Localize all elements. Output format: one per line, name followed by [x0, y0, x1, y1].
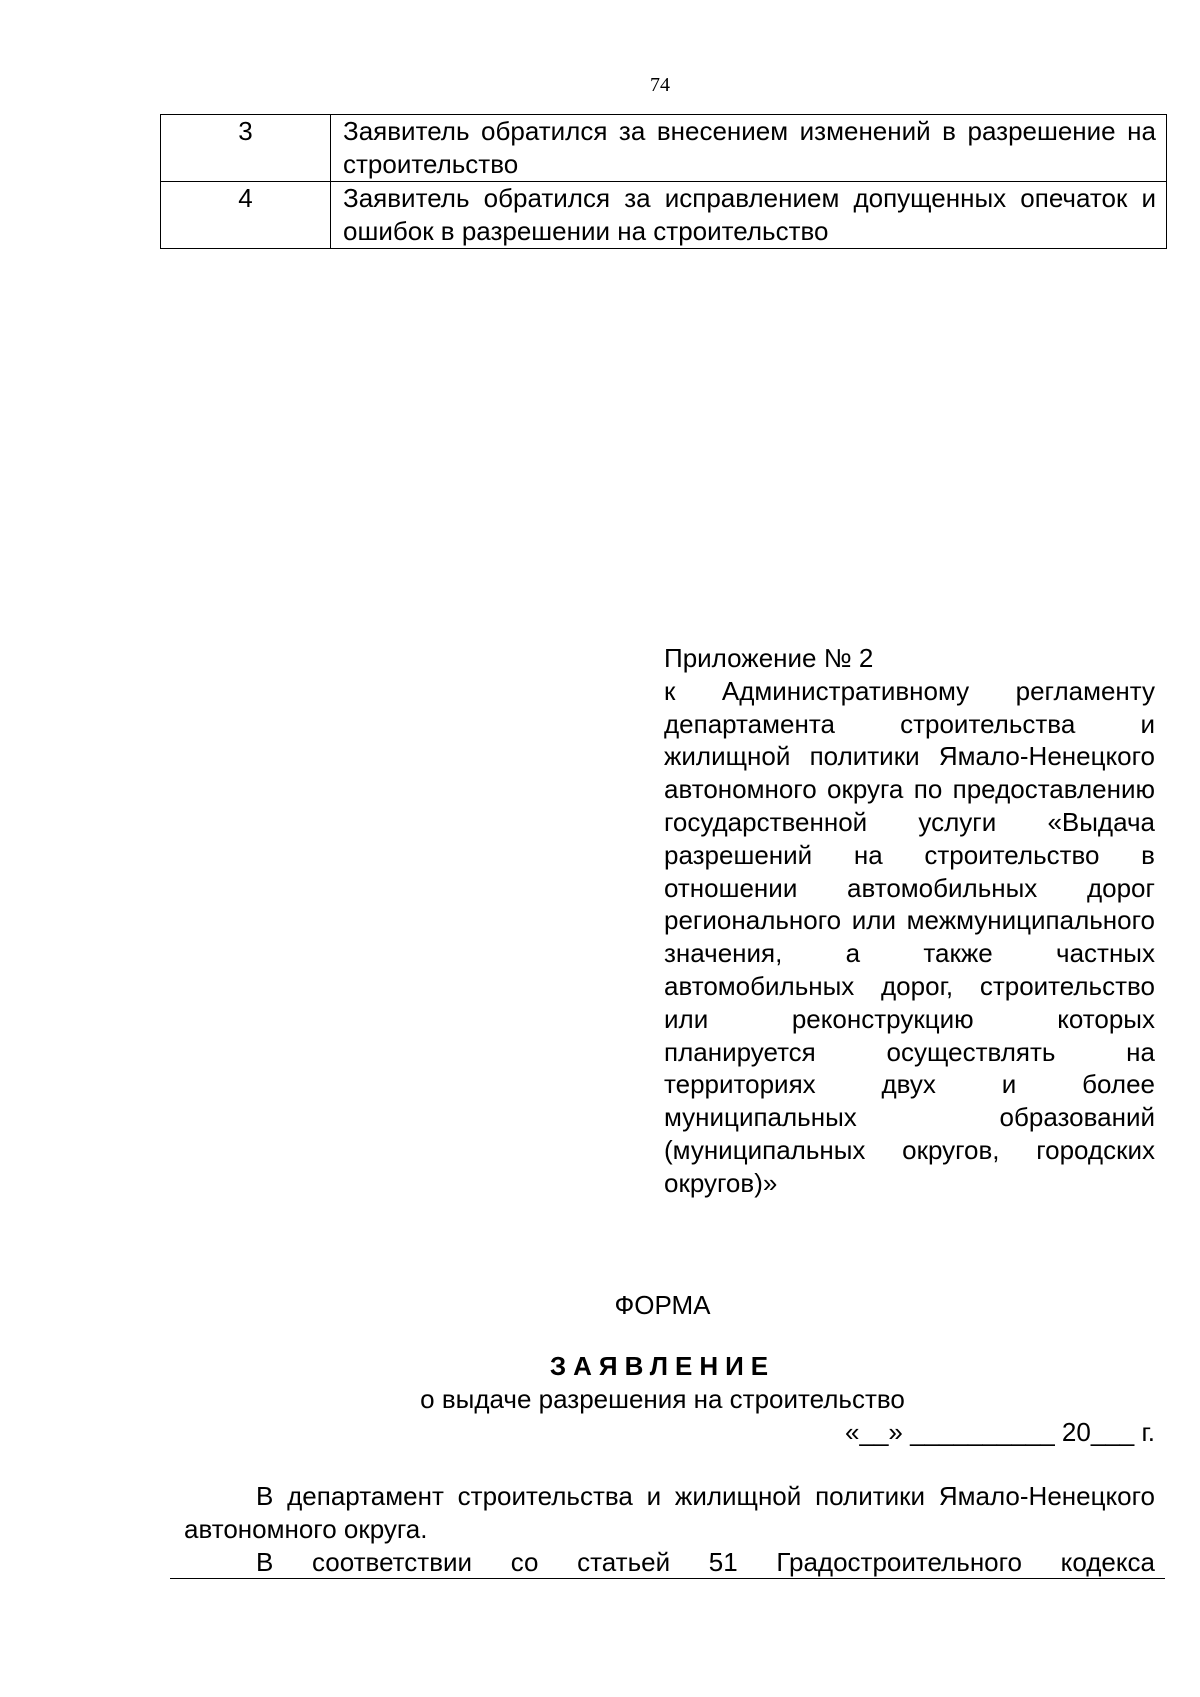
table-cell-text: Заявитель обратился за исправлением допущенных опечаток и ошибок в разрешении на строительство — [331, 182, 1167, 249]
appendix-title: Приложение № 2 — [664, 643, 874, 673]
page-number: 74 — [650, 74, 670, 96]
table-cell-text: Заявитель обратился за внесением изменений в разрешение на строительство — [331, 115, 1167, 182]
table-cell-number: 4 — [161, 182, 331, 249]
conditions-table — [160, 114, 1167, 249]
document-subheading: о выдаче разрешения на строительство — [420, 1384, 905, 1414]
body-paragraph: В соответствии со статьей 51 Градостроительного кодекса — [256, 1547, 1155, 1577]
footer-rule — [170, 1578, 1165, 1579]
form-label: ФОРМА — [614, 1290, 711, 1320]
table-row — [161, 115, 1167, 182]
document-heading: ЗАЯВЛЕНИЕ — [549, 1351, 776, 1381]
table-cell-number: 3 — [161, 115, 331, 182]
appendix-text: к Административному регламенту департамента строительства и жилищной политики Ямало-Ненецкого автономного округа по предоставлению государственной услуги «Выдача разрешений на строительство в отношении автомобильных дорог регионального или межмуниципального значения, а также частных автомобильных дорог, строительство или реконструкцию которых планируется осуществлять на территориях двух и более муниципальных образований (муниципальных округов, городских округов)» — [664, 675, 1155, 1198]
table-row — [161, 182, 1167, 249]
date-line: «__» __________ 20___ г. — [845, 1417, 1155, 1447]
body-paragraph: В департамент строительства и жилищной политики Ямало-Ненецкого автономного округа. — [184, 1481, 1155, 1544]
appendix-block — [664, 642, 1155, 1200]
